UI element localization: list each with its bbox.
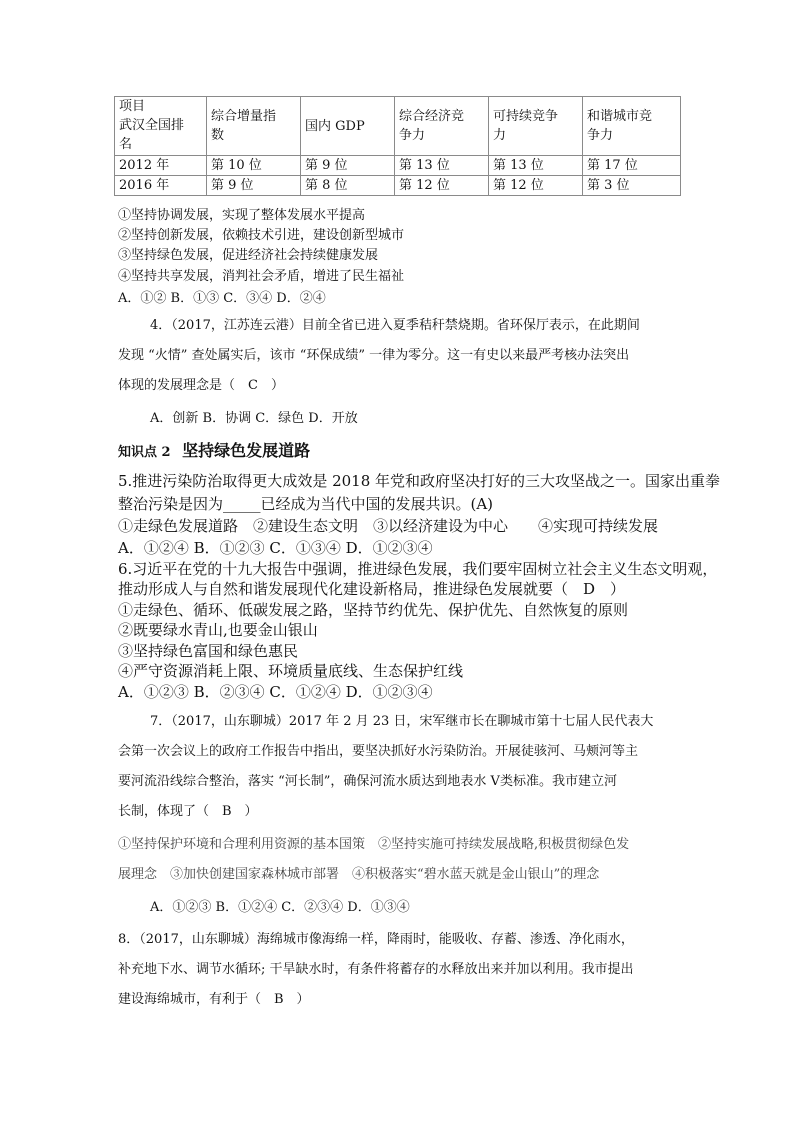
header-line: 争力 <box>399 128 426 143</box>
table-cell: 第 8 位 <box>301 176 395 196</box>
q8-text: 建设海绵城市，有利于（ B ） <box>118 992 310 1007</box>
section-label: 知识点 2 <box>118 445 171 460</box>
table-cell: 2016 年 <box>115 176 207 196</box>
table-cell: 第 13 位 <box>395 156 489 176</box>
q6-option: ②既要绿水青山,也要金山银山 <box>118 621 318 639</box>
q7-text: 长制，体现了（ B ） <box>118 804 258 819</box>
header-cell <box>301 97 395 156</box>
q5-text: 整治污染是因为_____已经成为当代中国的发展共识。(A) <box>118 495 494 513</box>
header-line: 综合增量指 <box>211 109 277 124</box>
q3-option: ④坚持共享发展，消判社会矛盾，增进了民生福祉 <box>118 269 405 284</box>
table-cell: 第 10 位 <box>207 156 301 176</box>
q3-option: ③坚持绿色发展，促进经济社会持续健康发展 <box>118 248 379 263</box>
q7-text: 要河流沿线综合整治，落实 “河长制”，确保河流水质达到地表水 V类标准。我市建立河 <box>118 774 617 789</box>
table-cell: 第 9 位 <box>207 176 301 196</box>
q6-text: 6.习近平在党的十九大报告中强调，推进绿色发展，我们要牢固树立社会主义生态文明观， <box>118 560 718 578</box>
q5-options: ①走绿色发展道路 ②建设生态文明 ③以经济建设为中心 ④实现可持续发展 <box>118 517 659 535</box>
q3-option: ②坚持创新发展，依赖技术引进，建设创新型城市 <box>118 228 405 243</box>
q4-text: 发现 “火情” 查处属实后，该市 “环保成绩” 一律为零分。这一有史以来最严考核办法突出 <box>118 348 630 363</box>
header-line: 综合经济竞 <box>399 109 465 124</box>
header-line: 可持续竞争 <box>493 109 559 124</box>
table-header-row <box>115 97 681 156</box>
table-cell: 第 12 位 <box>489 176 583 196</box>
q7-text: 7．（2017，山东聊城）2017 年 2 月 23 日，宋军继市长在聊城市第十七届人民代表大 <box>150 714 654 729</box>
header-cell <box>583 97 681 156</box>
table-row <box>115 176 681 196</box>
header-cell <box>115 97 207 156</box>
q6-option: ③坚持绿色富国和绿色惠民 <box>118 642 299 660</box>
q4-answers: A．创新 B．协调 C．绿色 D．开放 <box>150 411 358 426</box>
header-line: 数 <box>211 128 225 143</box>
ranking-table <box>114 96 681 196</box>
header-line: 力 <box>493 128 507 143</box>
q6-text: 推动形成人与自然和谐发展现代化建设新格局，推进绿色发展就要（ D ） <box>118 580 626 598</box>
table-cell: 2012 年 <box>115 156 207 176</box>
q7-text: 会第一次会议上的政府工作报告中指出，要坚决抓好水污染防治。开展徒骇河、马颊河等主 <box>118 744 639 759</box>
q7-option: ①坚持保护环境和合理利用资源的基本国策 ②坚持实施可持续发展战略,积极贯彻绿色发 <box>118 837 630 852</box>
table-cell: 第 3 位 <box>583 176 681 196</box>
header-cell <box>207 97 301 156</box>
table-cell: 第 13 位 <box>489 156 583 176</box>
q5-text: 5.推进污染防治取得更大成效是 2018 年党和政府坚决打好的三大攻坚战之一。国家出重拳 <box>118 472 721 490</box>
table-cell: 第 17 位 <box>583 156 681 176</box>
q6-option: ①走绿色、循环、低碳发展之路，坚持节约优先、保护优先、自然恢复的原则 <box>118 601 629 619</box>
section-heading <box>118 438 310 461</box>
q7-answers: A．①②③ B．①②④ C．②③④ D．①③④ <box>150 900 410 915</box>
table-row <box>115 156 681 176</box>
header-line: 武汉全国排 <box>119 118 185 133</box>
q4-text: 4．（2017，江苏连云港）目前全省已进入夏季秸秆禁烧期。省环保厅表示，在此期间 <box>150 318 640 333</box>
q6-answers: A．①②③ B．②③④ C．①②④ D．①②③④ <box>118 683 433 701</box>
q6-option: ④严守资源消耗上限、环境质量底线、生态保护红线 <box>118 662 464 680</box>
header-cell <box>489 97 583 156</box>
table-cell: 第 9 位 <box>301 156 395 176</box>
q4-text: 体现的发展理念是（ C ） <box>118 378 284 393</box>
header-line: 争力 <box>587 128 614 143</box>
q8-text: 8．（2017，山东聊城）海绵城市像海绵一样，降雨时，能吸收、存蓄、渗透、净化雨水， <box>118 932 634 947</box>
table-cell: 第 12 位 <box>395 176 489 196</box>
header-line: 名 <box>119 137 133 152</box>
section-title: 坚持绿色发展道路 <box>182 441 311 460</box>
q5-answers: A．①②④ B．①②③ C．①③④ D．①②③④ <box>118 539 433 557</box>
header-cell <box>395 97 489 156</box>
q8-text: 补充地下水、调节水循环; 干旱缺水时，有条件将蓄存的水释放出来并加以利用。我市提出 <box>118 962 634 977</box>
q7-option: 展理念 ③加快创建国家森林城市部署 ④积极落实“碧水蓝天就是金山银山”的理念 <box>118 867 600 882</box>
header-line: 项目 <box>119 99 146 114</box>
header-line: 国内 GDP <box>305 118 365 134</box>
q3-option: ①坚持协调发展，实现了整体发展水平提高 <box>118 208 366 223</box>
header-line: 和谐城市竞 <box>587 109 653 124</box>
q3-answers: A．①② B．①③ C．③④ D．②④ <box>118 291 326 306</box>
